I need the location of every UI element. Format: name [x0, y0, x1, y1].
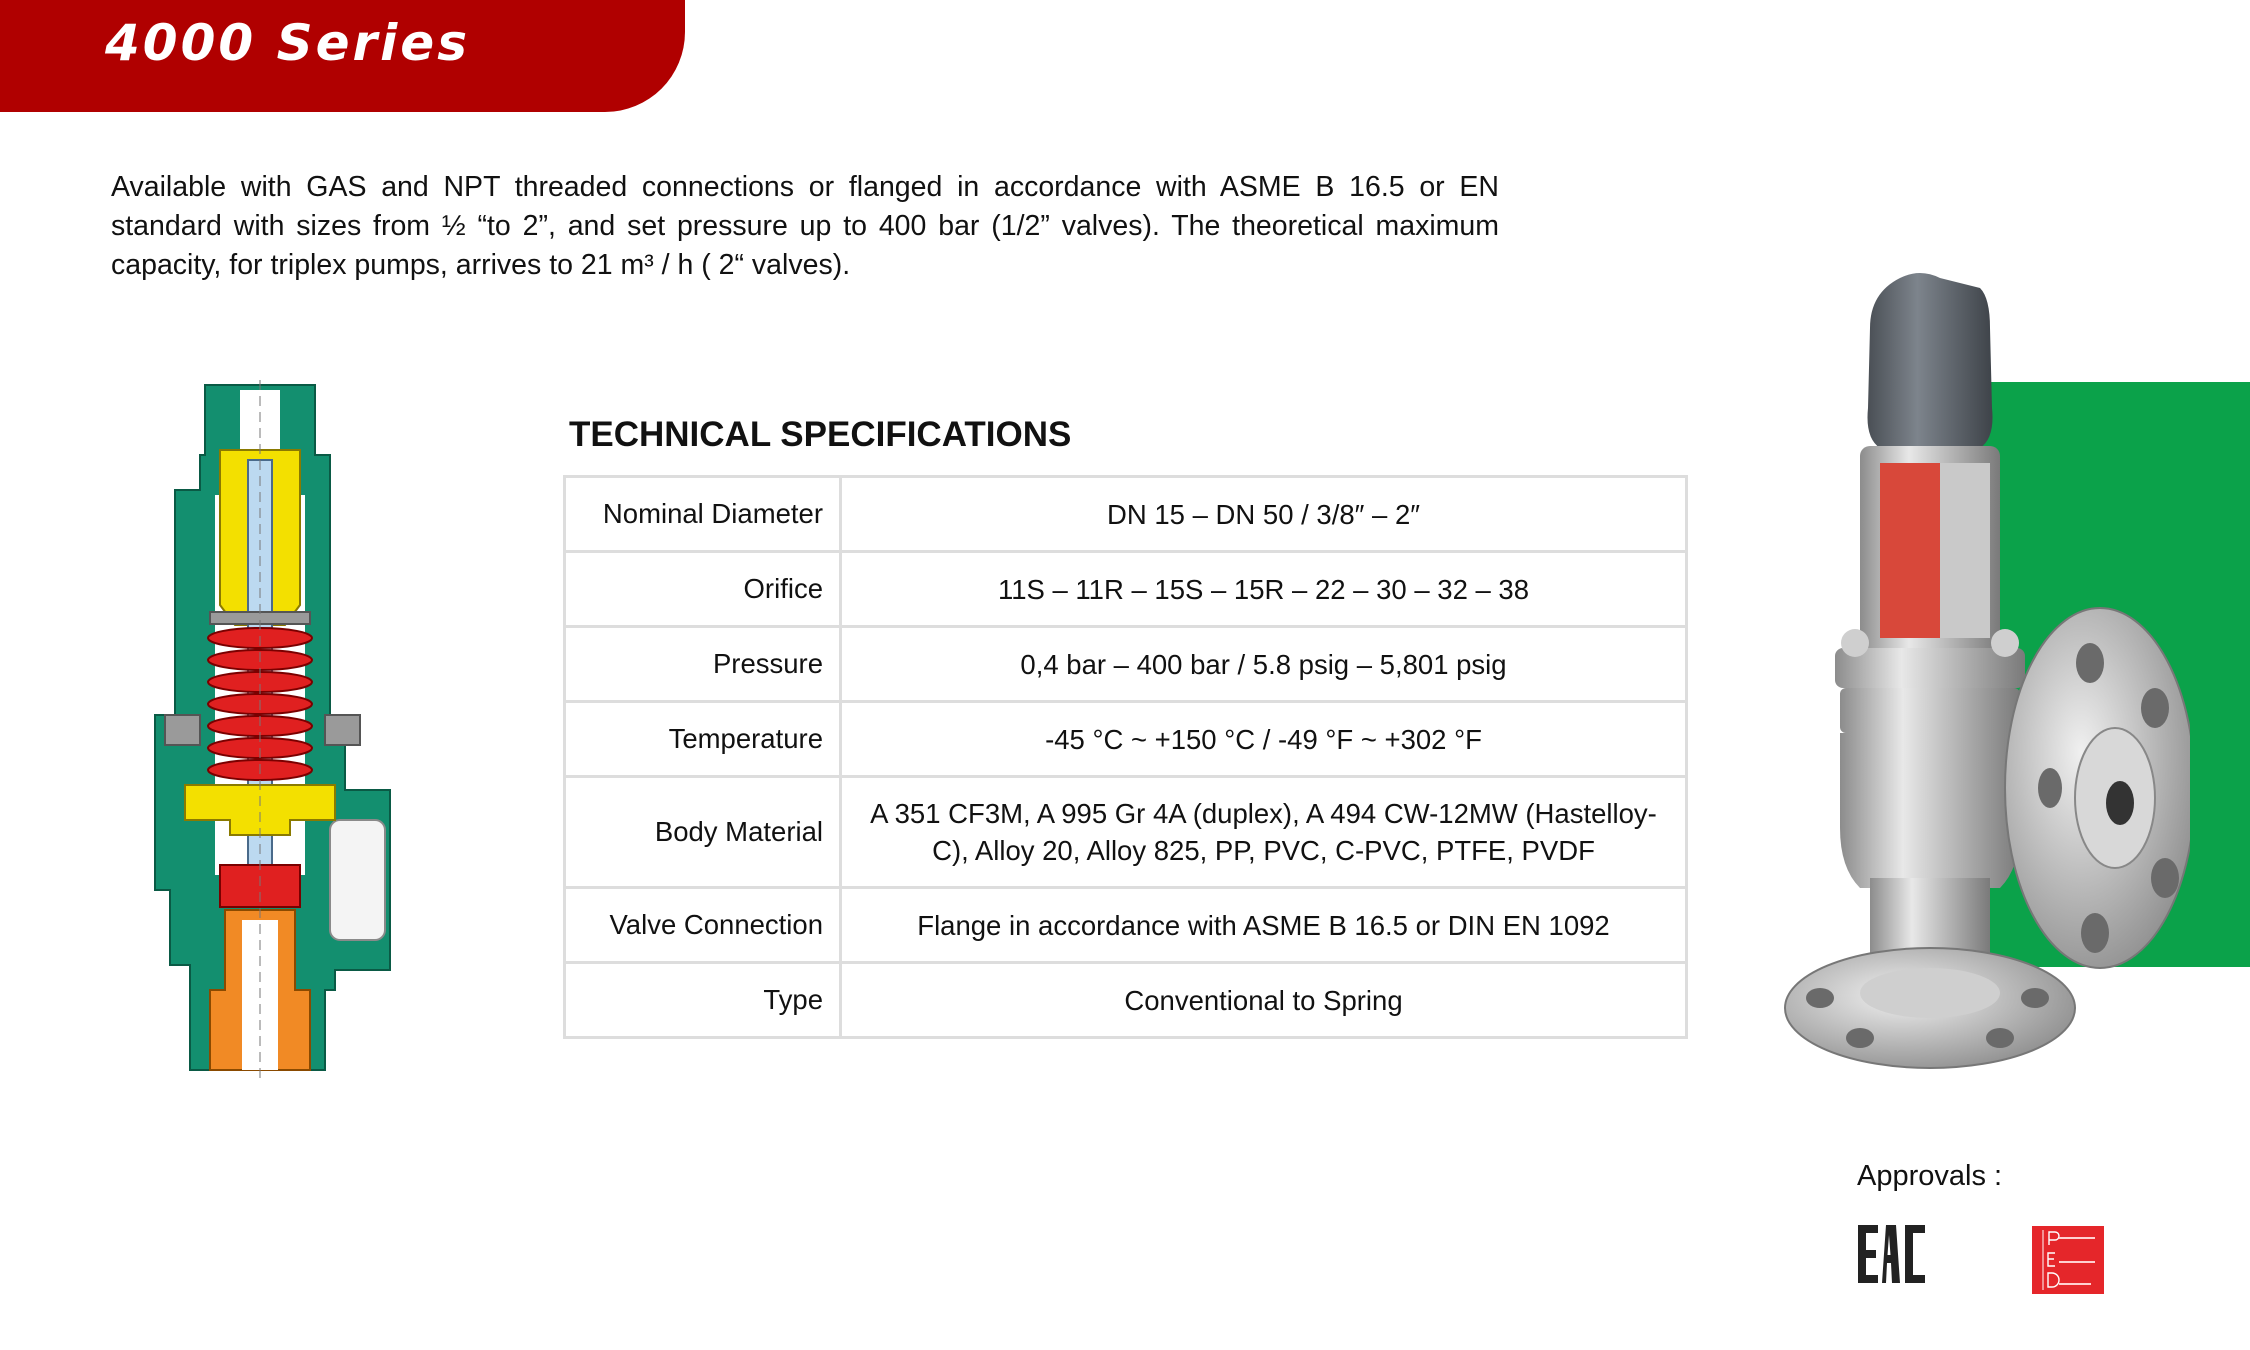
nameplate — [1880, 463, 1940, 638]
spec-label: Orifice — [565, 552, 841, 627]
ped-logo — [2032, 1226, 2104, 1294]
eac-logo — [1858, 1225, 1928, 1285]
spec-label: Type — [565, 963, 841, 1038]
spec-value: Flange in accordance with ASME B 16.5 or DIN EN 1092 — [841, 888, 1687, 963]
table-row — [565, 888, 1687, 963]
valve-photo — [1780, 268, 2190, 1088]
spec-label: Temperature — [565, 702, 841, 777]
spec-label: Body Material — [565, 777, 841, 888]
ped-logo-mark — [2032, 1226, 2104, 1294]
page-title: 4000 Series — [105, 14, 470, 72]
valve-cap — [1868, 273, 1993, 448]
spec-label: Valve Connection — [565, 888, 841, 963]
header-banner — [0, 0, 685, 112]
spec-value: -45 °C ~ +150 °C / -49 °F ~ +302 °F — [841, 702, 1687, 777]
table-row — [565, 963, 1687, 1038]
spec-label: Nominal Diameter — [565, 477, 841, 552]
specs-title: TECHNICAL SPECIFICATIONS — [569, 415, 1072, 454]
spec-value: DN 15 – DN 50 / 3/8″ – 2″ — [841, 477, 1687, 552]
spec-value: A 351 CF3M, A 995 Gr 4A (duplex), A 494 CW-12MW (Hastelloy-C), Alloy 20, Alloy 825, PP, PVC, C-PVC, PTFE, PVDF — [841, 777, 1687, 888]
table-row — [565, 702, 1687, 777]
spec-value: 11S – 11R – 15S – 15R – 22 – 30 – 32 – 38 — [841, 552, 1687, 627]
table-row — [565, 627, 1687, 702]
table-row — [565, 777, 1687, 888]
valve-cross-section-illustration — [150, 380, 410, 1080]
spec-value: Conventional to Spring — [841, 963, 1687, 1038]
table-row — [565, 552, 1687, 627]
intro-paragraph: Available with GAS and NPT threaded connections or flanged in accordance with ASME B 16.5 or EN standard with sizes from ½ “to 2”, and set pressure up to 400 bar (1/2” valves). The theoretical maximum capacity, for triplex pumps, arrives to 21 m³ / h ( 2“ valves). — [111, 171, 1499, 281]
spec-value: 0,4 bar – 400 bar / 5.8 psig – 5,801 psig — [841, 627, 1687, 702]
specs-table — [563, 475, 1688, 1039]
approvals-label: Approvals : — [1857, 1160, 2003, 1192]
table-row — [565, 477, 1687, 552]
spec-label: Pressure — [565, 627, 841, 702]
